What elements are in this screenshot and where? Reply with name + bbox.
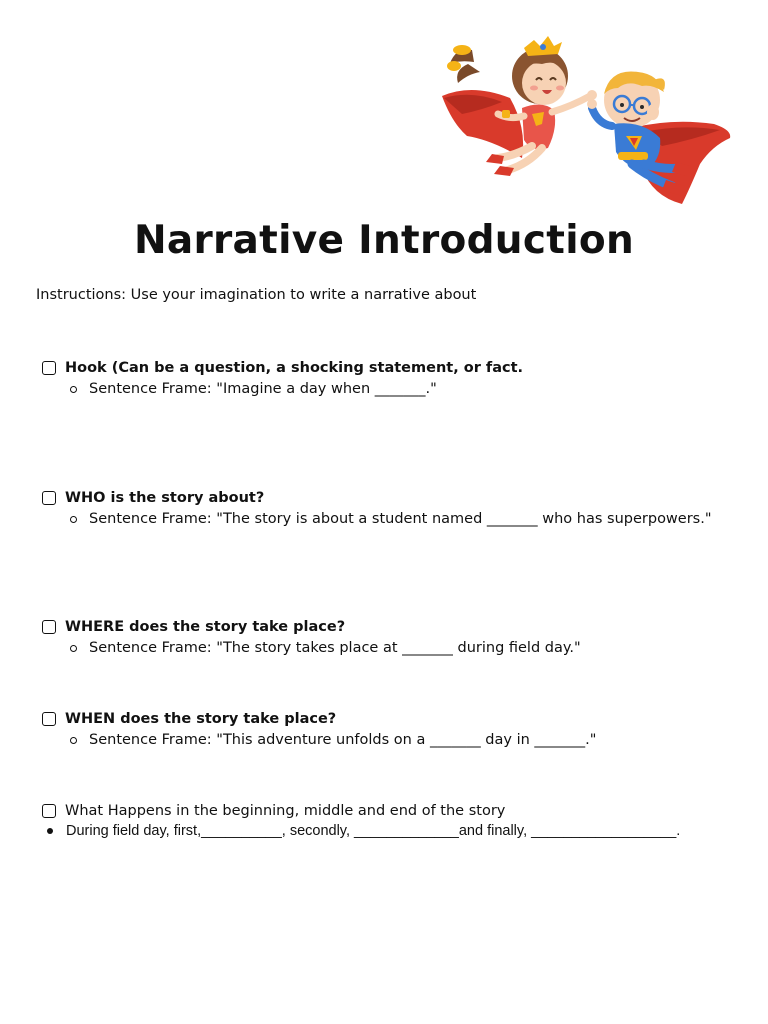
- when-frame-row: [70, 730, 742, 750]
- plot-row: [42, 800, 742, 822]
- hollow-bullet-icon: [70, 737, 77, 744]
- hook-section: [42, 357, 742, 399]
- plot-section: [42, 800, 742, 840]
- who-sentence-frame: Sentence Frame: "The story is about a student named _______ who has superpowers.": [89, 511, 712, 527]
- plot-sentence-frame: During field day, first,__________, secondly, _____________and finally, __________________.: [66, 823, 681, 839]
- where-section: [42, 616, 742, 658]
- instructions-text: Instructions: Use your imagination to write a narrative about: [36, 287, 477, 303]
- page-title: Narrative Introduction: [133, 218, 635, 263]
- hollow-bullet-icon: [70, 516, 77, 523]
- hook-frame-row: [70, 379, 742, 399]
- who-question: WHO is the story about?: [65, 490, 265, 506]
- solid-bullet-icon: [47, 828, 53, 834]
- who-checkbox[interactable]: [42, 491, 56, 505]
- when-sentence-frame: Sentence Frame: "This adventure unfolds on a _______ day in _______.": [89, 732, 597, 748]
- where-question: WHERE does the story take place?: [65, 619, 346, 635]
- who-section: [42, 487, 742, 529]
- who-row: [42, 487, 742, 509]
- superhero-kids-illustration: [432, 28, 737, 208]
- when-row: [42, 708, 742, 730]
- plot-frame-row: [42, 822, 742, 840]
- where-row: [42, 616, 742, 638]
- hollow-bullet-icon: [70, 386, 77, 393]
- when-question: WHEN does the story take place?: [65, 711, 337, 727]
- where-sentence-frame: Sentence Frame: "The story takes place at _______ during field day.": [89, 640, 581, 656]
- plot-question: What Happens in the beginning, middle and end of the story: [65, 803, 506, 819]
- hook-sentence-frame: Sentence Frame: "Imagine a day when _______.": [89, 381, 437, 397]
- hook-question: Hook (Can be a question, a shocking statement, or fact.: [65, 360, 524, 376]
- hook-checkbox[interactable]: [42, 361, 56, 375]
- plot-checkbox[interactable]: [42, 804, 56, 818]
- when-checkbox[interactable]: [42, 712, 56, 726]
- who-frame-row: [70, 509, 742, 529]
- hook-row: [42, 357, 742, 379]
- hollow-bullet-icon: [70, 645, 77, 652]
- where-checkbox[interactable]: [42, 620, 56, 634]
- where-frame-row: [70, 638, 742, 658]
- when-section: [42, 708, 742, 750]
